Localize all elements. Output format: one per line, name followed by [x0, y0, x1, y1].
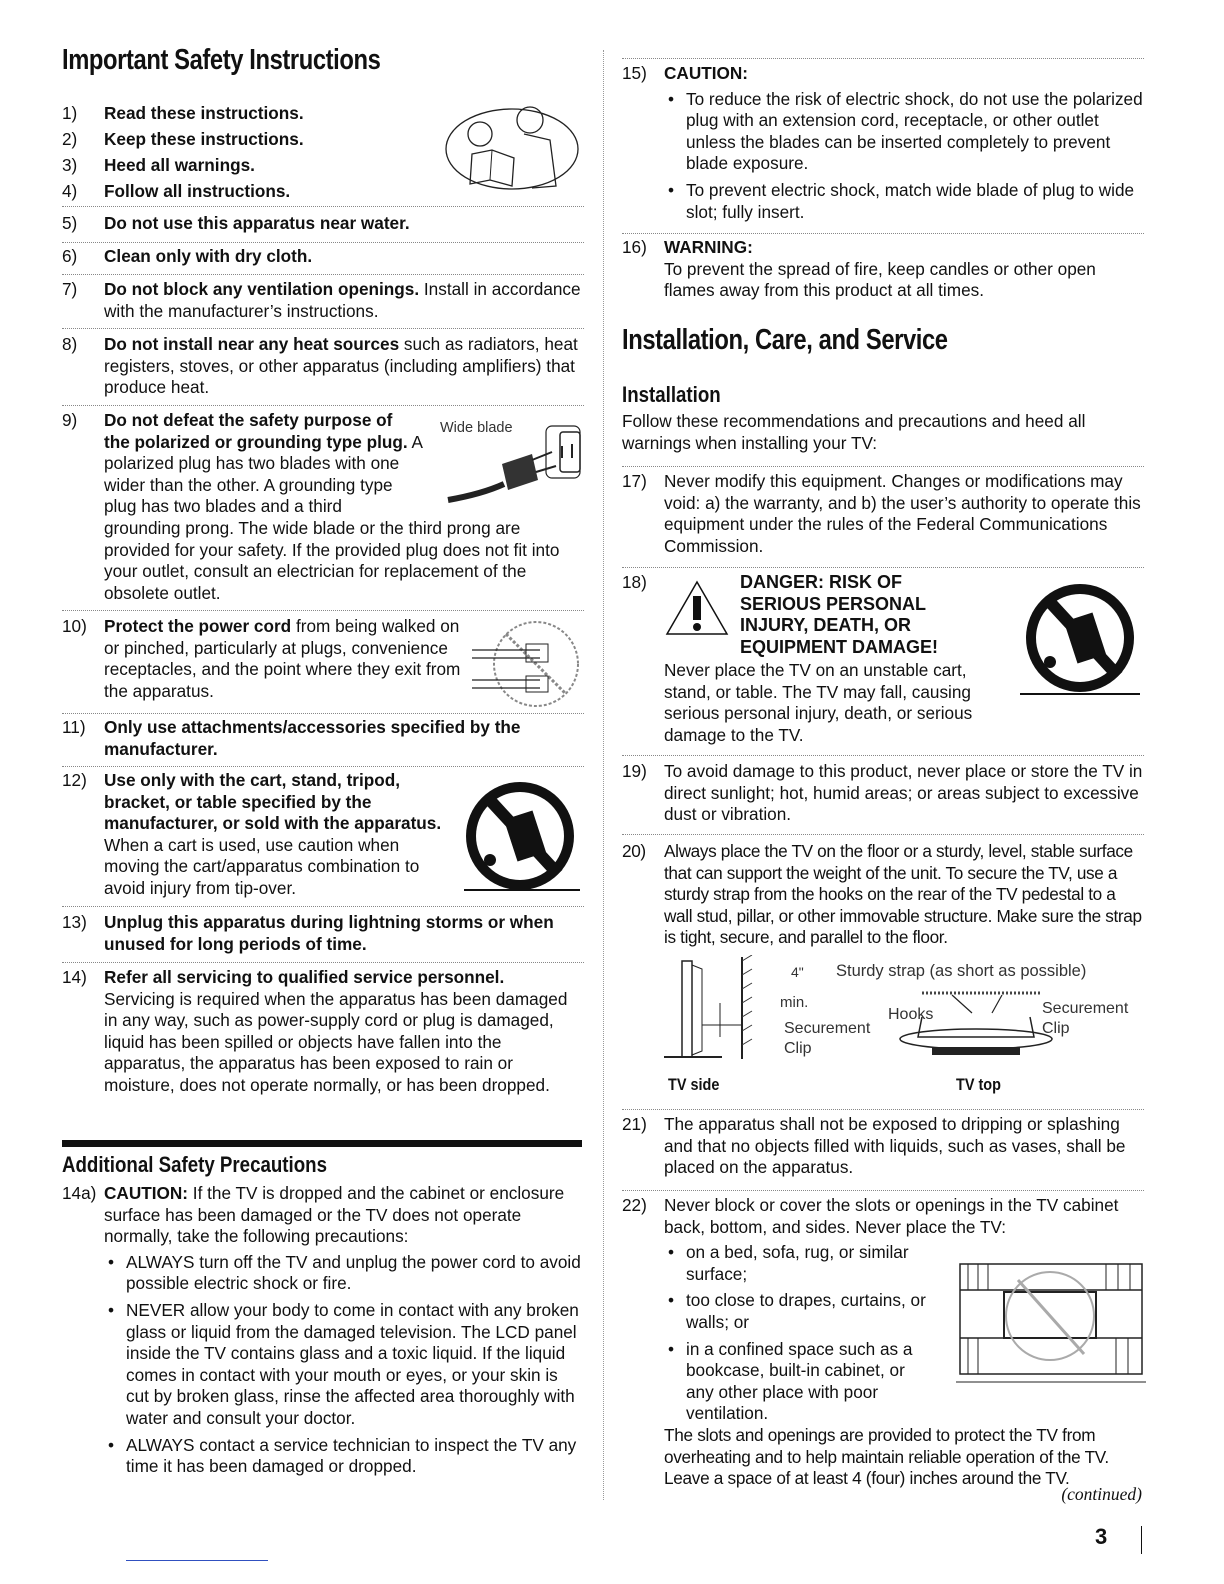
list-item: • ALWAYS turn off the TV and unplug the power cord to avoid possible electric shock or fire.	[104, 1252, 582, 1295]
page-number-rule	[1141, 1526, 1142, 1554]
items-1-4	[62, 103, 442, 207]
separator	[622, 567, 1144, 568]
page-title: Important Safety Instructions	[62, 44, 381, 76]
cart-tip-over-warning-icon	[460, 778, 582, 898]
separator	[622, 233, 1144, 234]
list-item: • To prevent electric shock, match wide blade of plug to wide slot; fully insert.	[664, 180, 1144, 223]
list-item: • To reduce the risk of electric shock, do not use the polarized plug with an extension cord, receptacle, or other outlet unless the blades can be inserted completely to prevent blade exposure.	[664, 89, 1144, 175]
separator	[622, 834, 1144, 835]
footer-link-line	[126, 1560, 268, 1561]
column-divider	[603, 50, 604, 1500]
power-cord-prohibited-icon	[470, 618, 582, 710]
separator	[62, 906, 584, 907]
separator	[622, 466, 1144, 467]
list-item: • in a confined space such as a bookcase, built-in cabinet, or any other place with poor ventilation.	[664, 1339, 936, 1425]
separator	[62, 766, 584, 767]
page-number: 3	[1095, 1524, 1108, 1549]
tv-side-label: TV side	[668, 1075, 720, 1094]
warning-triangle-icon	[664, 578, 730, 638]
separator	[622, 1190, 1144, 1191]
separator	[62, 962, 584, 963]
separator	[622, 1109, 1144, 1110]
list-item: 1) Read these instructions.	[62, 103, 304, 123]
separator	[622, 58, 1144, 59]
installation-intro: Follow these recommendations and precautions and heed all warnings when installing your TV:	[622, 411, 1086, 453]
additional-safety-title: Additional Safety Precautions	[62, 1152, 327, 1177]
polarized-plug-icon	[442, 424, 582, 508]
confined-space-bookcase-icon	[956, 1250, 1146, 1390]
cart-tip-over-warning-icon-2	[1018, 580, 1142, 700]
hooks-label: Hooks	[888, 1006, 934, 1023]
list-item: • on a bed, sofa, rug, or similar surface;	[664, 1242, 936, 1285]
list-item: 4) Follow all instructions.	[62, 181, 291, 201]
separator	[622, 755, 1144, 756]
list-item: • ALWAYS contact a service technician to inspect the TV any time it has been damaged or dropped.	[104, 1435, 582, 1478]
continued-label: (continued)	[1061, 1484, 1142, 1504]
separator	[62, 328, 584, 329]
four-inch-label: 4"	[791, 964, 804, 980]
list-item: 2) Keep these instructions.	[62, 129, 304, 149]
separator	[62, 206, 584, 207]
tv-top-label: TV top	[956, 1075, 1001, 1094]
wide-blade-caption: Wide blade	[440, 420, 513, 436]
separator	[62, 274, 584, 275]
list-item: • NEVER allow your body to come in contact with any broken glass or liquid from the damaged television. The LCD panel inside the TV contains glass and a toxic liquid. If the liquid comes in contact with your mouth or eyes, or your skin is cut by broken glass, rinse the affected area thoroughly with water and consult your doctor.	[104, 1300, 582, 1430]
separator	[62, 242, 584, 243]
separator	[62, 405, 584, 406]
installation-care-service-title: Installation, Care, and Service	[622, 324, 948, 356]
separator	[62, 713, 584, 714]
sturdy-strap-label: Sturdy strap (as short as possible)	[836, 962, 1087, 980]
separator	[62, 610, 584, 611]
list-item: • too close to drapes, curtains, or walls; or	[664, 1290, 936, 1333]
installation-subtitle: Installation	[622, 382, 721, 407]
securement-clip-left-label: Securement Clip	[784, 1020, 871, 1057]
min-label: min.	[780, 994, 809, 1011]
section-rule	[62, 1140, 582, 1147]
list-item: 3) Heed all warnings.	[62, 155, 255, 175]
reading-people-illustration	[432, 94, 582, 194]
securement-clip-right-label: Securement Clip	[1042, 1000, 1129, 1037]
